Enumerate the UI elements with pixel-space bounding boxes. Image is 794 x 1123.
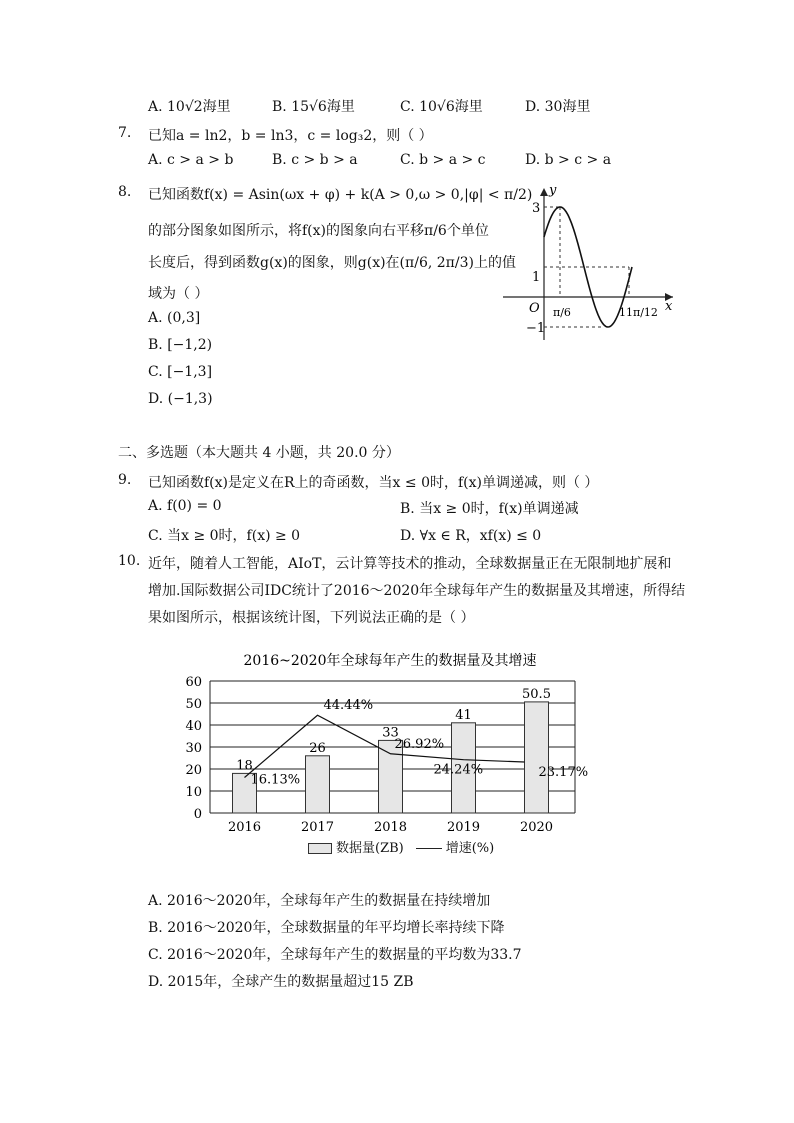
y-axis-arrow [540, 188, 548, 196]
q8-line-4: 域为（ ） [148, 286, 209, 302]
growth-label-2019: 24.24% [433, 762, 484, 778]
y-tick-label: 40 [185, 719, 202, 734]
q10-line-3: 果如图所示，根据该统计图，下列说法正确的是（ ） [148, 610, 475, 626]
q8-line-3: 长度后，得到函数g(x)的图象，则g(x)在(π/6, 2π/3)上的值 [148, 255, 516, 271]
x-tick-pi6: π/6 [553, 306, 571, 319]
chart-plot-area [185, 675, 588, 835]
bar-2020 [525, 702, 549, 813]
q6-option-b: B. 15√6海里 [272, 99, 355, 115]
x-tick-2020: 2020 [519, 820, 554, 835]
bar-2017 [306, 756, 330, 813]
x-label: x [665, 299, 673, 314]
q10-line-2: 增加.国际数据公司IDC统计了2016～2020年全球每年产生的数据量及其增速，所得结 [148, 583, 686, 599]
q10-number: 10. [118, 553, 141, 569]
q7-stem: 已知a = ln2，b = ln3，c = log₃2，则（ ） [148, 128, 433, 144]
q9-option-c: C. 当x ≥ 0时，f(x) ≥ 0 [148, 528, 301, 544]
bar-label-2020: 50.5 [522, 686, 551, 702]
y-tick-1: 1 [532, 270, 541, 285]
q8-option-d: D. (−1,3) [148, 391, 213, 407]
q8-option-a: A. (0,3] [148, 310, 201, 326]
q7-option-c: C. b > a > c [400, 152, 486, 168]
y-tick-neg1: −1 [526, 321, 546, 336]
q8-line-2: 的部分图象如图所示，将f(x)的图象向右平移π/6个单位 [148, 223, 489, 239]
chart-title: 2016~2020年全球每年产生的数据量及其增速 [243, 653, 537, 669]
legend-bar-swatch [308, 843, 332, 854]
growth-label-2016: 16.13% [250, 772, 301, 788]
origin-label: O [529, 301, 540, 316]
legend-bar-label: 数据量(ZB) [336, 841, 404, 856]
growth-label-2017: 44.44% [323, 698, 374, 714]
q10-line-1: 近年，随着人工智能，AIoT，云计算等技术的推动，全球数据量正在无限制地扩展和 [148, 556, 672, 572]
q7-option-a: A. c > a > b [148, 152, 234, 168]
q6-option-d: D. 30海里 [525, 99, 591, 115]
y-tick-label: 30 [185, 741, 202, 756]
q8-option-c: C. [−1,3] [148, 364, 213, 380]
y-label: y [549, 183, 557, 198]
y-tick-label: 10 [185, 785, 202, 800]
growth-label-2018: 26.92% [394, 736, 445, 752]
q6-option-c: C. 10√6海里 [400, 99, 483, 115]
section-title: 二、多选题（本大题共 4 小题，共 20.0 分） [118, 445, 400, 461]
q8-function-graph [495, 180, 685, 345]
q7-option-d: D. b > c > a [525, 152, 612, 168]
q7-option-b: B. c > b > a [272, 152, 358, 168]
q8-option-b: B. [−1,2) [148, 337, 213, 353]
growth-label-2020: 23.17% [538, 765, 589, 781]
q9-number: 9. [118, 472, 132, 488]
y-tick-label: 60 [185, 675, 202, 690]
q6-option-a: A. 10√2海里 [148, 99, 231, 115]
x-tick-2019: 2019 [446, 820, 481, 835]
x-tick-2016: 2016 [227, 820, 262, 835]
q7-number: 7. [118, 125, 132, 141]
y-tick-3: 3 [532, 201, 541, 216]
bar-label-2017: 26 [309, 740, 326, 756]
legend-line-label: 增速(%) [445, 841, 495, 856]
x-tick-2017: 2017 [300, 820, 335, 835]
chart-legend [308, 837, 494, 856]
q10-option-b: B. 2016～2020年，全球数据量的年平均增长率持续下降 [148, 920, 505, 936]
y-tick-label: 0 [193, 807, 202, 822]
q8-number: 8. [118, 184, 132, 200]
x-tick-11pi12: 11π/12 [619, 306, 658, 319]
q9-stem: 已知函数f(x)是定义在R上的奇函数，当x ≤ 0时，f(x)单调递减，则（ ） [148, 475, 599, 491]
q9-option-a: A. f(0) = 0 [148, 498, 222, 514]
y-tick-label: 20 [185, 763, 202, 778]
bar-label-2018: 33 [382, 725, 399, 741]
q10-option-d: D. 2015年，全球产生的数据量超过15 ZB [148, 974, 414, 990]
bar-label-2019: 41 [455, 707, 472, 723]
q9-option-b: B. 当x ≥ 0时，f(x)单调递减 [400, 501, 579, 517]
legend-line-swatch [416, 848, 442, 849]
q8-line-1: 已知函数f(x) = Asin(ωx + φ) + k(A > 0,ω > 0,|φ| < π/2) [148, 187, 533, 203]
data-volume-chart [170, 645, 620, 865]
x-tick-2018: 2018 [373, 820, 408, 835]
bar-label-2016: 18 [236, 758, 253, 774]
q9-option-d: D. ∀x ∈ R，xf(x) ≤ 0 [400, 528, 542, 544]
q10-option-c: C. 2016～2020年，全球每年产生的数据量的平均数为33.7 [148, 947, 522, 963]
q10-option-a: A. 2016～2020年，全球每年产生的数据量在持续增加 [148, 893, 491, 909]
y-tick-label: 50 [185, 697, 202, 712]
